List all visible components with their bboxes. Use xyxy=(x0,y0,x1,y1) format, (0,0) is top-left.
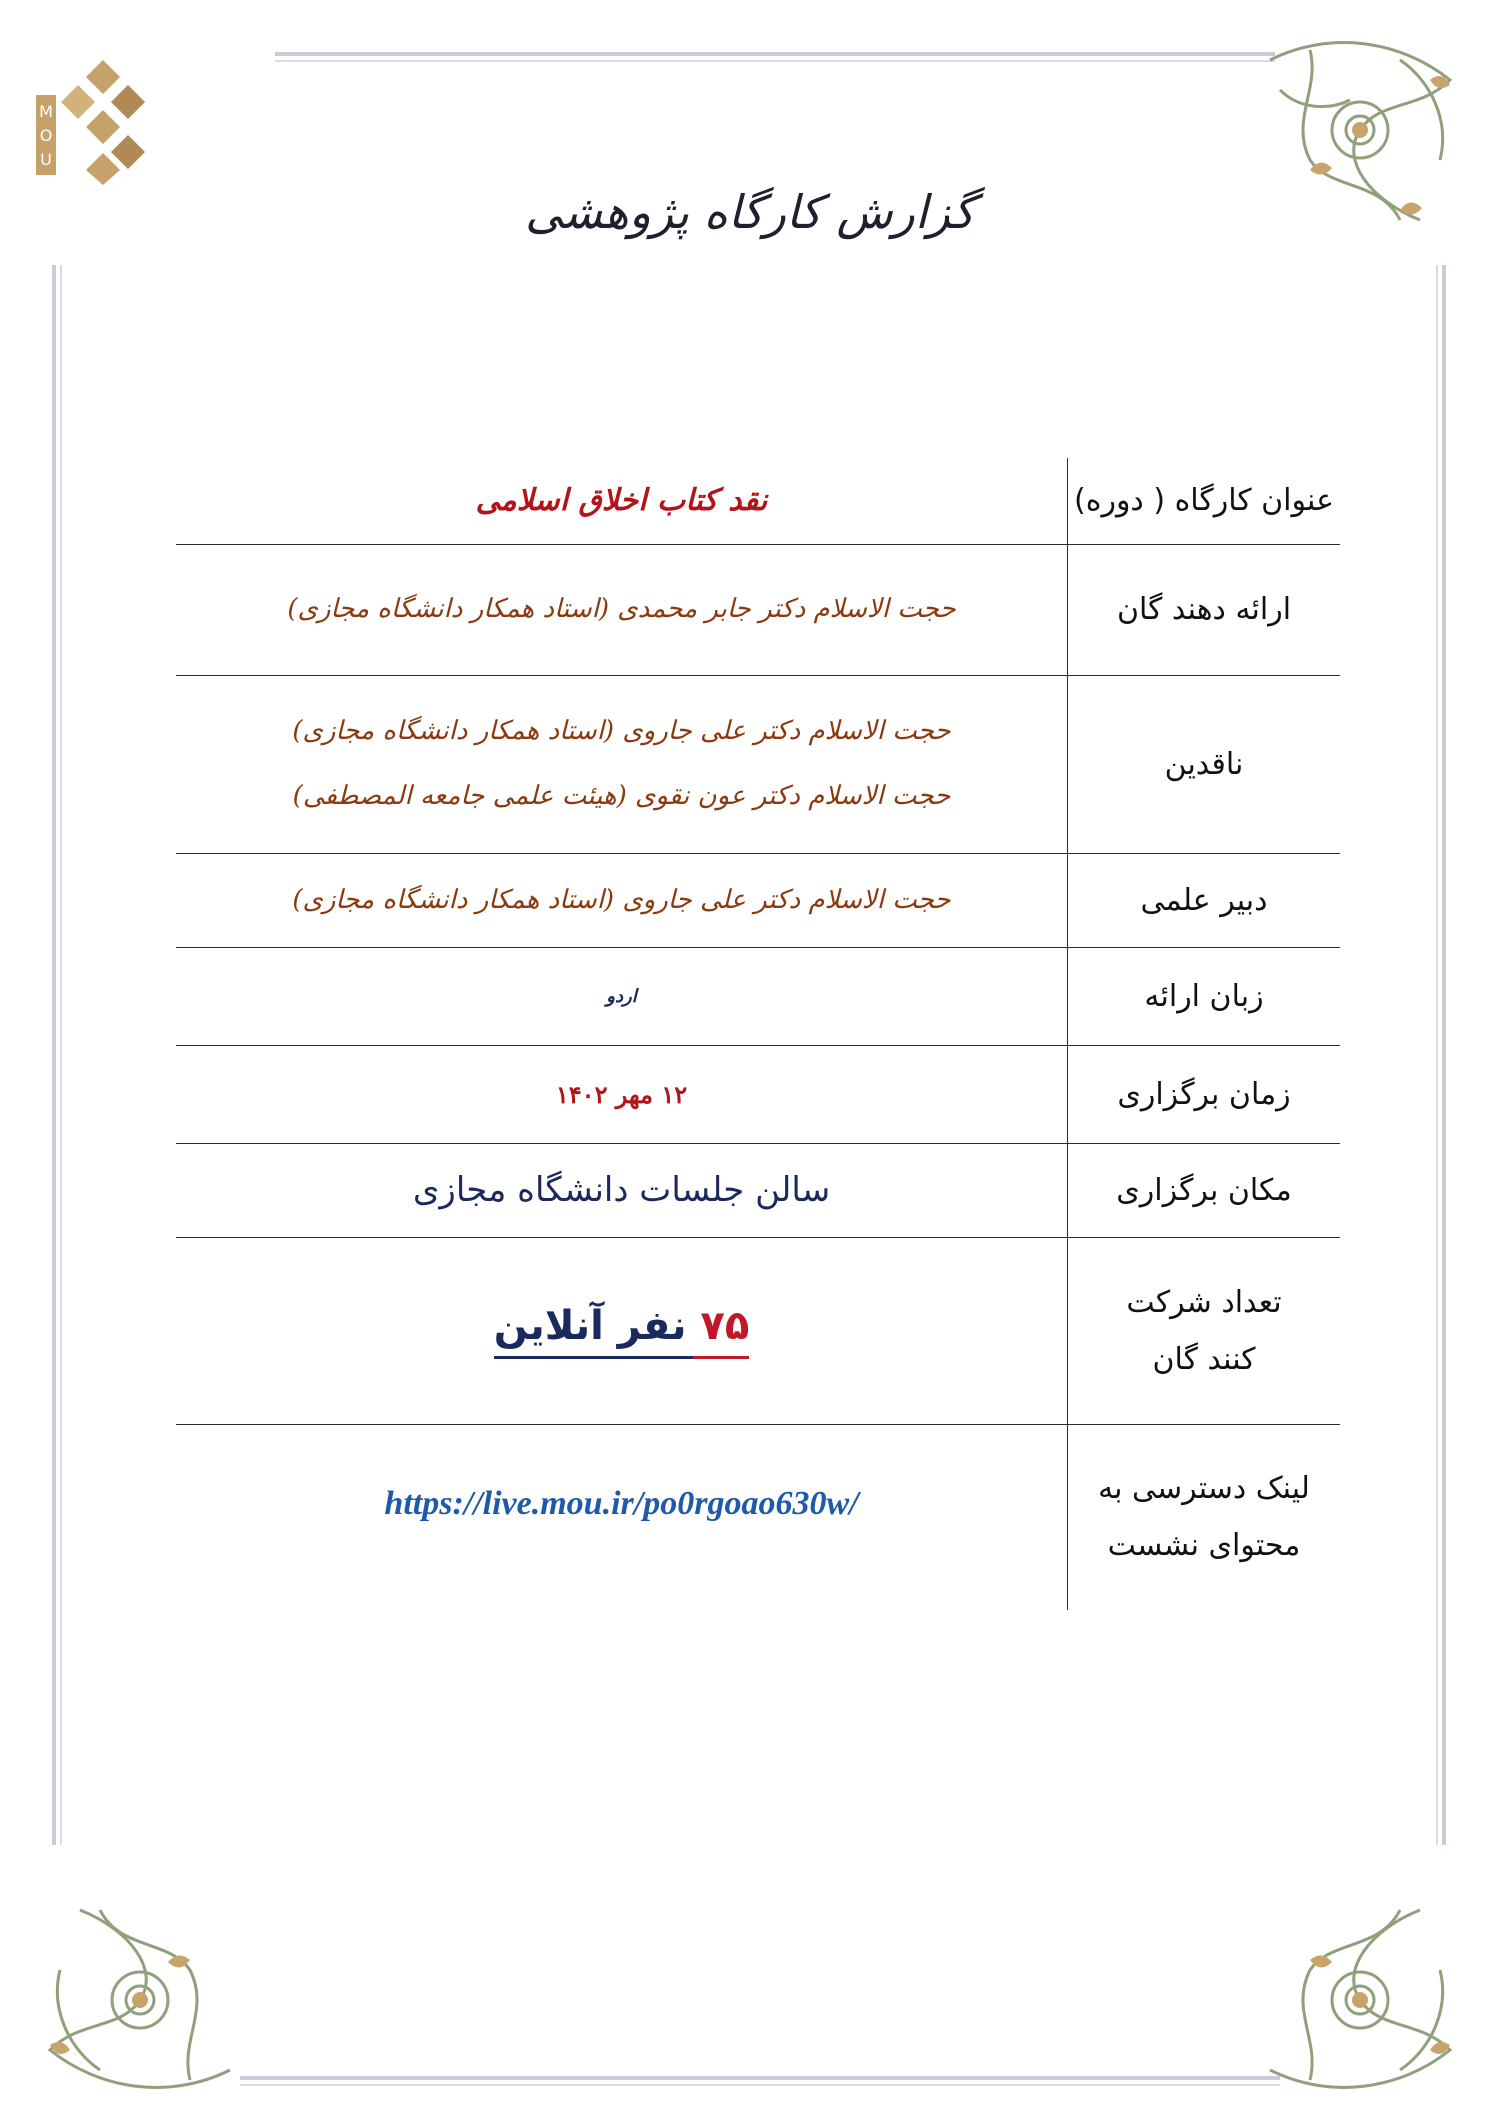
row-label-language: زبان ارائه xyxy=(1068,947,1341,1045)
participants-label-line1: تعداد شرکت xyxy=(1126,1284,1282,1320)
svg-text:M: M xyxy=(39,102,53,121)
row-label-presenters: ارائه دهند گان xyxy=(1068,544,1341,675)
mou-logo xyxy=(28,55,158,185)
language-value: اردو xyxy=(606,985,637,1007)
corner-ornament-bottom-left xyxy=(20,1860,250,2110)
page-title: گزارش کارگاه پژوهشی xyxy=(525,185,975,239)
row-label-date: زمان برگزاری xyxy=(1068,1045,1341,1143)
row-value-place xyxy=(176,1143,1068,1237)
participants-text: نفر آنلاین xyxy=(493,1302,687,1349)
secretary-name: حجت الاسلام دکتر علی جاروی (استاد همکار دانشگاه مجازی) xyxy=(292,884,951,915)
frame-left-line xyxy=(52,265,56,1845)
table-row xyxy=(176,1045,1340,1143)
row-value-scientific-secretary xyxy=(176,853,1068,947)
table-row xyxy=(176,1237,1340,1424)
row-value-date xyxy=(176,1045,1068,1143)
row-value-presenters xyxy=(176,544,1068,675)
row-value-link xyxy=(176,1424,1068,1610)
report-table xyxy=(176,458,1340,1610)
svg-text:O: O xyxy=(39,126,53,145)
frame-left-line-inner xyxy=(60,265,62,1845)
place-value: سالن جلسات دانشگاه مجازی xyxy=(412,1170,831,1210)
critic-name-2: حجت الاسلام دکتر عون نقوی (هیئت علمی جامعه المصطفی) xyxy=(292,781,951,811)
participants-number: ۷۵ xyxy=(700,1302,750,1349)
participants-underline xyxy=(494,1356,750,1359)
row-value-language xyxy=(176,947,1068,1045)
frame-top-line xyxy=(275,52,1275,56)
access-link[interactable]: https://live.mou.ir/po0rgoao630w/ xyxy=(384,1484,859,1522)
table-row xyxy=(176,675,1340,853)
table-row xyxy=(176,1143,1340,1237)
row-label-participants xyxy=(1068,1237,1341,1424)
row-value-participants xyxy=(176,1237,1068,1424)
link-label-line2: محتوای نشست xyxy=(1107,1528,1301,1564)
row-label-scientific-secretary: دبیر علمی xyxy=(1068,853,1341,947)
participants-label-line2: کنند گان xyxy=(1152,1341,1256,1377)
workshop-title: نقد کتاب اخلاق اسلامی xyxy=(475,483,768,519)
frame-bottom-line xyxy=(240,2076,1280,2080)
svg-text:U: U xyxy=(40,150,52,169)
date-value: ۱۲ مهر ۱۴۰۲ xyxy=(555,1079,688,1109)
table-row xyxy=(176,544,1340,675)
link-label-line1: لینک دسترسی به xyxy=(1098,1471,1310,1507)
row-label-place: مکان برگزاری xyxy=(1068,1143,1341,1237)
row-value-title xyxy=(176,458,1068,544)
frame-right-line-inner xyxy=(1436,265,1438,1845)
participants-count xyxy=(494,1303,750,1359)
presenter-name: حجت الاسلام دکتر جابر محمدی (استاد همکار دانشگاه مجازی) xyxy=(287,594,956,624)
frame-right-line xyxy=(1442,265,1446,1845)
table-row xyxy=(176,947,1340,1045)
frame-bottom-line-inner xyxy=(240,2084,1280,2086)
table-row xyxy=(176,853,1340,947)
row-label-title: عنوان کارگاه ( دوره) xyxy=(1068,458,1341,544)
corner-ornament-bottom-right xyxy=(1260,1860,1480,2110)
table-row xyxy=(176,1424,1340,1610)
row-value-critics xyxy=(176,675,1068,853)
critic-name-1: حجت الاسلام دکتر علی جاروی (استاد همکار دانشگاه مجازی) xyxy=(292,716,951,746)
row-label-link xyxy=(1068,1424,1341,1610)
frame-top-line-inner xyxy=(275,60,1275,62)
table-row xyxy=(176,458,1340,544)
row-label-critics: ناقدین xyxy=(1068,675,1341,853)
